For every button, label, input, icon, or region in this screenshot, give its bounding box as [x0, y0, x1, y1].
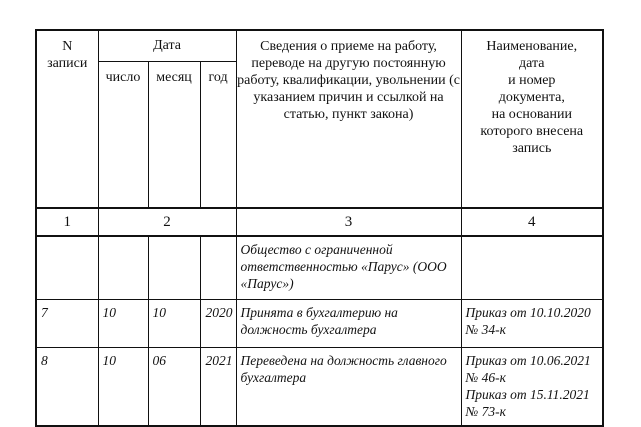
record-basis — [461, 300, 603, 348]
record-year: 2021 — [200, 348, 236, 427]
record-number: 8 — [36, 348, 98, 427]
record-number: 7 — [36, 300, 98, 348]
record-info: Общество с ограниченной ответственностью «Парус» (ООО «Парус») — [236, 236, 461, 300]
column-number-3: 3 — [236, 208, 461, 236]
header-basis-line: которого внесена — [480, 124, 584, 139]
header-date: Дата — [98, 30, 236, 62]
record-info: Принята в бухгалтерию на должность бухгалтера — [236, 300, 461, 348]
table-row — [36, 348, 603, 427]
header-basis-line: на основании — [491, 107, 572, 122]
record-day: 10 — [98, 300, 148, 348]
header-basis-line: дата — [519, 56, 545, 71]
header-basis-line: запись — [512, 141, 552, 156]
column-number-1: 1 — [36, 208, 98, 236]
record-number — [36, 236, 98, 300]
column-number-2: 2 — [98, 208, 236, 236]
header-basis-line: и номер — [508, 73, 556, 88]
table-row — [36, 236, 603, 300]
work-record-table — [35, 29, 604, 427]
column-number-row — [36, 208, 603, 236]
record-basis-line: № 34-к — [465, 322, 506, 337]
record-info: Переведена на должность главного бухгалтера — [236, 348, 461, 427]
record-basis-line: Приказ от 15.11.2021 — [465, 387, 590, 402]
header-record-number-line1: N — [62, 39, 73, 54]
record-basis — [461, 236, 603, 300]
header-record-number-line2: записи — [47, 56, 88, 71]
header-day: число — [98, 62, 148, 209]
record-year: 2020 — [200, 300, 236, 348]
table-row — [36, 300, 603, 348]
record-month: 06 — [148, 348, 200, 427]
record-basis-line: № 46-к — [465, 370, 506, 385]
record-day: 10 — [98, 348, 148, 427]
record-basis-line: Приказ от 10.06.2021 — [465, 353, 591, 368]
record-basis-line: № 73-к — [465, 404, 506, 419]
header-year: год — [200, 62, 236, 209]
header-basis — [461, 30, 603, 208]
header-basis-line: Наименование, — [486, 39, 578, 54]
header-record-number — [36, 30, 98, 208]
column-number-4: 4 — [461, 208, 603, 236]
record-basis — [461, 348, 603, 427]
record-year — [200, 236, 236, 300]
record-basis-line: Приказ от 10.10.2020 — [465, 305, 591, 320]
record-month: 10 — [148, 300, 200, 348]
header-month: месяц — [148, 62, 200, 209]
header-info: Сведения о приеме на работу, переводе на другую постоянную работу, квалификации, увольнении (с указанием причин и ссылкой на статью, пункт закона) — [236, 30, 461, 208]
record-month — [148, 236, 200, 300]
record-day — [98, 236, 148, 300]
header-basis-line: документа, — [498, 90, 565, 105]
